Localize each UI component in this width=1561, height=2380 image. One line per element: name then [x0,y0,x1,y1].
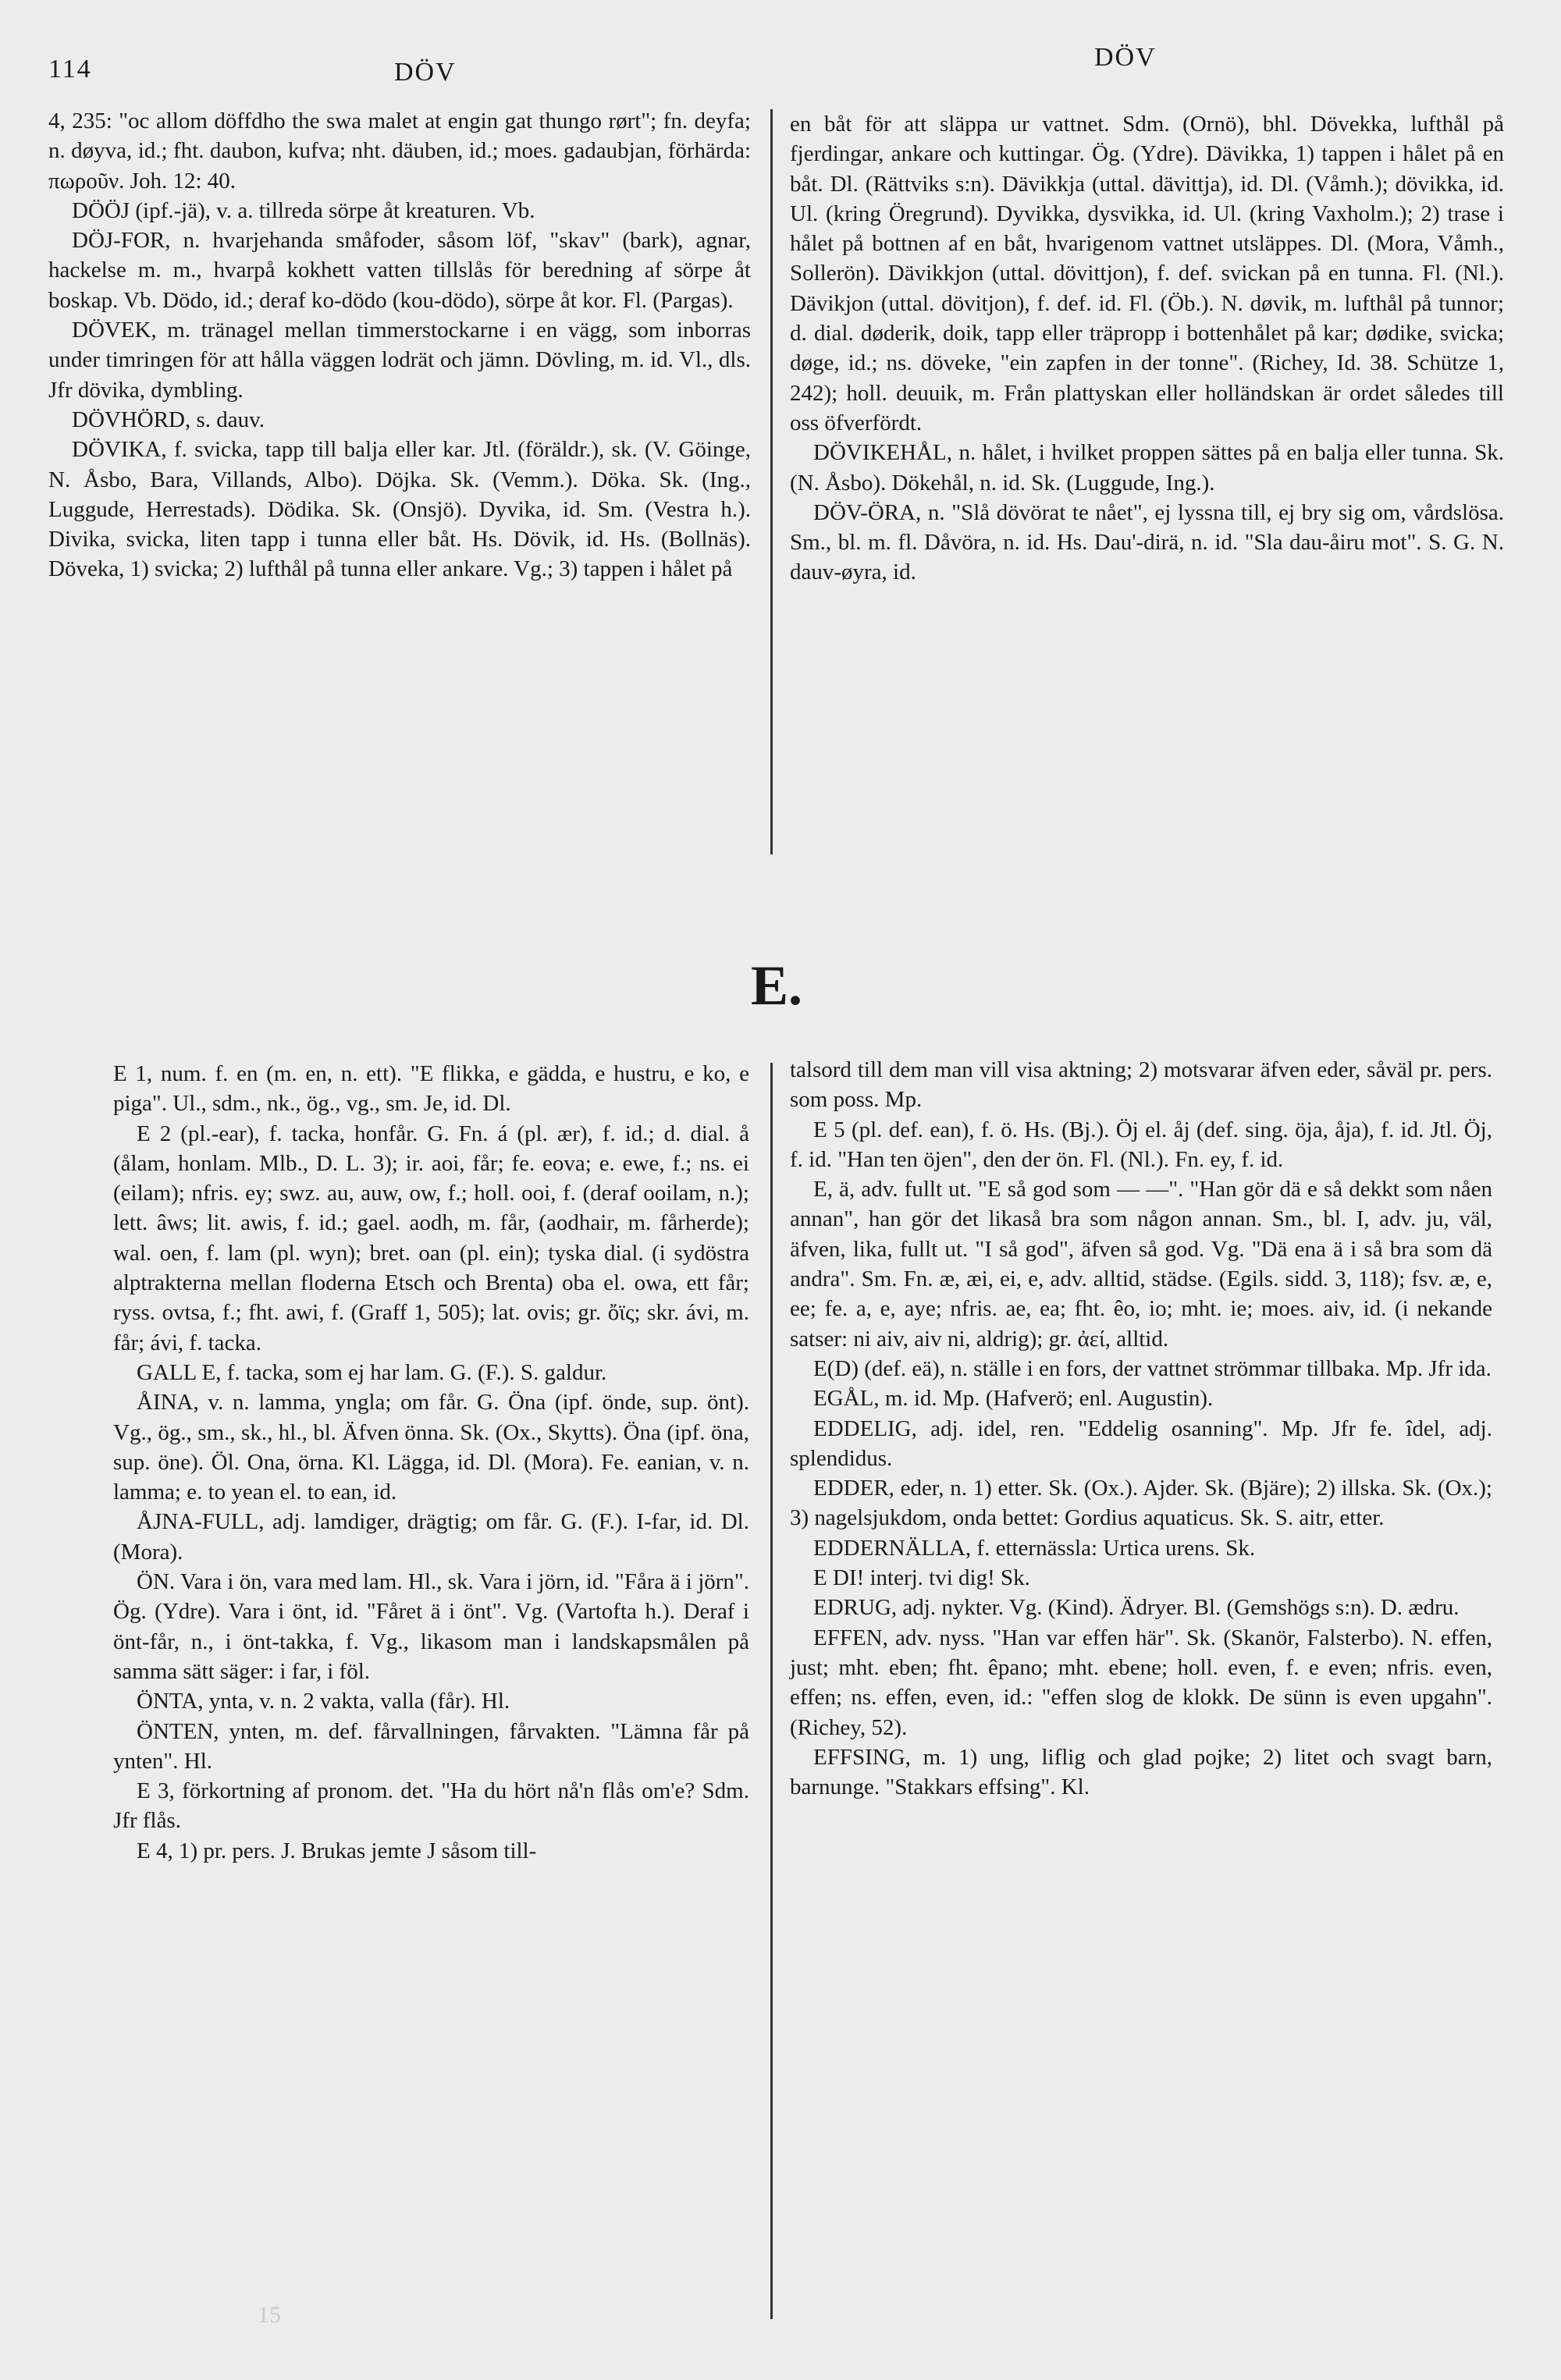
entry-eddernalla: EDDERNÄLLA, f. etternässla: Urtica urens. Sk. [813,1535,1256,1561]
entry-effsing: EFFSING, m. 1) ung, liflig och glad pojke; 2) litet och svagt barn, barnunge. "Stakkars effsing". Kl. [790,1744,1492,1800]
entry-ed: E(D) (def. eä), n. ställe i en fors, der vattnet strömmar tillbaka. Mp. Jfr ida. [813,1355,1492,1381]
entry-text: 4, 235: "oc allom döffdho the swa malet at engin gat thungo rørt"; fn. deyfa; n. døyva, id.; fht. daubon, kufva; nht. däuben, id.; moes. gadaubjan, förhärda: πωροῦν. Joh. 12: 40. [48,108,751,194]
entry-e1: E 1, num. f. en (m. en, n. ett). "E flikka, e gädda, e hustru, e ko, e piga". Ul., sdm., nk., ög., vg., sm. Je, id. Dl. [113,1061,749,1117]
entry-edder: EDDER, eder, n. 1) etter. Sk. (Ox.). Ajder. Sk. (Bjäre); 2) illska. Sk. (Ox.); 3) nagelsjukdom, onda bettet: Gordius aquaticus. Sk. S. aitr, etter. [790,1476,1492,1531]
entry-e-di: E DI! interj. tvi dig! Sk. [813,1565,1030,1591]
entry-on: ÖN. Vara i ön, vara med lam. Hl., sk. Vara i jörn, id. "Fåra ä i jörn". Ög. (Ydre). Vara i önt, id. "Fåret ä i önt". Vg. (Vartofta h.). Deraf i önt-får, n., i önt-takka, f. Vg., likasom man i landskapsmålen på samma sätt säger: i far, i föl. [113,1569,749,1684]
entry-onta: ÖNTA, ynta, v. n. 2 vakta, valla (får). Hl. [137,1689,510,1714]
entry-dov-ora: DÖV-ÖRA, n. "Slå dövörat te nået", ej lyssna till, ej bry sig om, vårdslösa. Sm., bl. m. fl. Dåvöra, n. id. Hs. Dau'-dirä, n. id. "Sla dau-åiru mot". S. G. N. dauv-øyra, id. [790,499,1504,585]
column-bottom-left [113,1059,749,1866]
entry-eddelig: EDDELIG, adj. idel, ren. "Eddelig osanning". Mp. Jfr fe. îdel, adj. splendidus. [790,1416,1492,1471]
section-letter: E. [751,954,803,1017]
column-bottom-right [790,1055,1492,1802]
show-through-mark: 15 [258,2302,281,2328]
running-head-right: DÖV [1094,43,1157,72]
entry-text: en båt för att släppa ur vattnet. Sdm. (Ornö), bhl. Dövekka, lufthål på fjerdingar, ankare och kuttingar. Ög. (Ydre). Dävikka, 1) tappen i hålet på en båt. Dl. (Rättviks s:n). Dävikkja (uttal. dävittja), id. Dl. (Våmh.); dövikka, id. Ul. (kring Öregrund). Dyvikka, dysvikka, id. Ul. (kring Vaxholm.); 2) trase i hålet på bottnen af en båt, hvarigenom vattnet utsläppes. Dl. (Mora, Våmh., Sollerön). Dävikkjon (uttal. dövittjon), f. def. svickan på en tunna. Fl. (Nl.). Dävikjon (uttal. dövitjon), f. def. id. Fl. (Öb.). N. døvik, m. lufthål på tunnor; d. dial. døderik, doik, tapp eller träpropp i bottenhålet på kar; dødike, svicka; døge, id.; ns. döveke, "ein zapfen in der tonne". (Richey, Id. 38. Schütze 1, 242); holl. deuuik, m. Från plattyskan eller holländskan är ordet således till oss öfverfördt. [790,112,1504,435]
column-divider-top [770,109,773,854]
entry-dooj: DÖÖJ (ipf.-jä), v. a. tillreda sörpe åt kreaturen. Vb. [72,197,535,223]
running-head-left: DÖV [394,58,457,87]
entry-dovek: DÖVEK, m. tränagel mellan timmerstockarne i en vägg, som inborras under timringen för att hålla väggen lodrät och jämn. Dövling, m. id. Vl., dls. Jfr dövika, dymbling. [48,318,751,403]
column-top-left [48,106,751,584]
column-divider-bottom [770,1063,773,2319]
entry-e5: E 5 (pl. def. ean), f. ö. Hs. (Bj.). Öj el. åj (def. sing. öja, åja), f. id. Jtl. Öj, f. id. "Han ten öjen", den der ön. Fl. (Nl.). Fn. ey, f. id. [790,1117,1492,1172]
entry-onten: ÖNTEN, ynten, m. def. fårvallningen, fårvakten. "Lämna får på ynten". Hl. [113,1718,749,1774]
entry-ajna-full: ÅJNA-FULL, adj. lamdiger, drägtig; om får. G. (F.). I-far, id. Dl. (Mora). [113,1509,749,1565]
entry-dovika: DÖVIKA, f. svicka, tapp till balja eller kar. Jtl. (föräldr.), sk. (V. Göinge, N. Åsbo, Bara, Villands, Albo). Döjka. Sk. (Vemm.). Döka. Sk. (Ing., Luggude, Herrestads). Dödika. Sk. (Onsjö). Dyvika, id. Sm. (Vestra h.). Divika, svicka, liten tapp i tunna eller båt. Hs. Dövik, id. Hs. (Bollnäs). Döveka, 1) svicka; 2) lufthål på tunna eller ankare. Vg.; 3) tappen i hålet på [48,437,751,582]
page-number: 114 [48,55,92,83]
entry-gall-e: GALL E, f. tacka, som ej har lam. G. (F.). S. galdur. [137,1359,607,1385]
entry-edrug: EDRUG, adj. nykter. Vg. (Kind). Ädryer. Bl. (Gemshögs s:n). D. ædru. [813,1595,1460,1621]
column-top-right [790,109,1504,588]
entry-effen: EFFEN, adv. nyss. "Han var effen här". Sk. (Skanör, Falsterbo). N. effen, just; mht. eben; fht. êpano; mht. ebene; holl. even, f. e even; nfris. even, effen; ns. effen, even, id.: "effen slog de klokk. De sünn is even upgahn". (Richey, 52). [790,1625,1492,1740]
entry-text: talsord till dem man vill visa aktning; 2) motsvarar äfven eder, såväl pr. pers. som poss. Mp. [790,1057,1492,1113]
entry-dovhord: DÖVHÖRD, s. dauv. [72,407,265,432]
entry-e3: E 3, förkortning af pronom. det. "Ha du hört nå'n flås om'e? Sdm. Jfr flås. [113,1778,749,1834]
entry-egal: EGÅL, m. id. Mp. (Hafverö; enl. Augustin). [813,1386,1214,1412]
entry-e4: E 4, 1) pr. pers. J. Brukas jemte J såsom till- [137,1838,537,1863]
entry-e-adv: E, ä, adv. fullt ut. "E så god som — —". "Han gör dä e så dekkt som nåen annan", han gör det likaså bra som någon annan. Sm., bl. I, adv. ju, väl, äfven, lika, fullt ut. "I så god", äfven så god. Vg. "Dä ena ä i så bra som dä andra". Sm. Fn. æ, æi, ei, e, adv. alltid, städse. (Egils. sidd. 3, 118); fsv. æ, e, ee; fe. a, e, aye; nfris. ae, ea; fht. êo, io; mht. ie; moes. aiv, id. (i nekande satser: ni aiv, aiv ni, aldrig); gr. ἀεί, alltid. [790,1177,1492,1352]
entry-dovikehal: DÖVIKEHÅL, n. hålet, i hvilket proppen sättes på en balja eller tunna. Sk. (N. Åsbo). Dökehål, n. id. Sk. (Luggude, Ing.). [790,440,1504,496]
entry-e2: E 2 (pl.-ear), f. tacka, honfår. G. Fn. á (pl. ær), f. id.; d. dial. å (ålam, honlam. Mlb., D. L. 3); ir. aoi, får; fe. eova; e. ewe, f.; ns. ei (eilam); nfris. ey; swz. au, auw, ow, f.; holl. ooi, f. (deraf ooilam, n.); lett. âws; lit. awis, f. id.; gael. aodh, m. får, (aodhair, m. fårherde); wal. oen, f. lam (pl. wyn); bret. oan (pl. ein); tyska dial. (i sydöstra alptrakterna mellan floderna Etsch och Brenta) oba el. owa, ett får; ryss. ovtsa, f.; fht. awi, f. (Graff 1, 505); lat. ovis; gr. ὄϊς; skr. ávi, m. får; ávi, f. tacka. [113,1121,749,1355]
entry-doj-for: DÖJ-FOR, n. hvarjehanda småfoder, såsom löf, "skav" (bark), agnar, hackelse m. m., hvarpå kokhett vatten tillslås för beredning af sörpe åt boskap. Vb. Dödo, id.; deraf ko-dödo (kou-dödo), sörpe åt kor. Fl. (Pargas). [48,228,751,313]
entry-aina: ÅINA, v. n. lamma, yngla; om får. G. Öna (ipf. önde, sup. önt). Vg., ög., sm., sk., hl., bl. Äfven önna. Sk. (Ox., Skytts). Öna (ipf. öna, sup. öne). Öl. Ona, örna. Kl. Lägga, id. Dl. (Mora). Fe. eanian, v. n. lamma; e. to yean el. to ean, id. [113,1390,749,1505]
